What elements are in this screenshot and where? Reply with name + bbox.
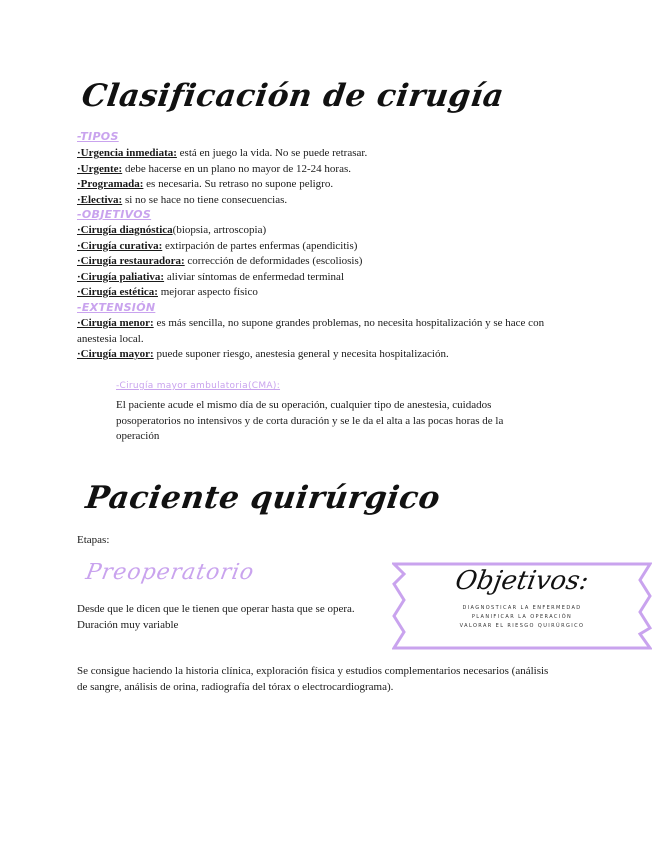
page-title: Clasificación de cirugía: [79, 78, 507, 114]
list-item: [77, 285, 362, 301]
definition: puede suponer riesgo, anestesia general y necesita hospitalización.: [153, 348, 449, 360]
list-item: [77, 162, 367, 178]
term: ·Urgente:: [77, 162, 123, 175]
list-item: [77, 193, 367, 209]
term: ·Cirugía paliativa:: [77, 270, 165, 283]
list-item: [77, 177, 367, 193]
extension-list: [77, 316, 544, 363]
tipos-header: -TIPOS: [77, 130, 119, 143]
term: ·Cirugía restauradora:: [77, 255, 185, 267]
list-item: [77, 316, 544, 332]
cma-header: -Cirugía mayor ambulatoria(CMA):: [116, 381, 281, 391]
list-item-continuation: anestesia local.: [77, 332, 144, 345]
extension-header: -EXTENSIÓN: [77, 301, 156, 314]
definition: debe hacerse en un plano no mayor de 12-24 horas.: [122, 162, 351, 175]
definition: extirpación de partes enfermas (apendicitis): [162, 239, 358, 252]
definition: es necesaria. Su retraso no supone peligro.: [143, 178, 334, 190]
definition: es más sencilla, no supone grandes problemas, no necesita hospitalización y se hace con: [153, 317, 545, 329]
list-item: [77, 239, 362, 255]
term: ·Cirugía mayor:: [77, 348, 154, 360]
list-item: [77, 270, 362, 286]
term: ·Programada:: [77, 178, 144, 190]
term: ·Electiva:: [77, 193, 123, 206]
list-item: [77, 146, 367, 162]
term: ·Cirugía menor:: [77, 317, 154, 329]
definition: mejorar aspecto físico: [157, 286, 258, 298]
definition: (biopsia, artroscopia): [172, 224, 267, 236]
objetivos-banner: [392, 562, 652, 650]
banner-line: DIAGNOSTICAR LA ENFERMEDAD: [462, 605, 582, 611]
preoperatorio-heading: Preoperatorio: [83, 560, 257, 585]
term: ·Urgencia inmediata:: [77, 147, 177, 159]
list-item: [77, 254, 362, 270]
banner-title: Objetivos:: [453, 566, 591, 596]
list-item: [77, 347, 544, 363]
objetivos-header: -OBJETIVOS: [77, 208, 152, 221]
definition: corrección de deformidades (escoliosis): [184, 255, 363, 267]
preoperatorio-duration: Duración muy variable: [77, 619, 179, 631]
term: ·Cirugía diagnóstica: [77, 224, 173, 236]
list-item: [77, 223, 362, 239]
cma-paragraph: El paciente acude el mismo día de su operación, cualquier tipo de anestesia, cuidados posoperatorios no intensivos y de corta duración y se le da el alta a las pocas horas de la operación: [116, 399, 504, 442]
definition: si no se hace no tiene consecuencias.: [122, 193, 288, 206]
banner-line: PLANIFICAR LA OPERACIÓN: [471, 614, 573, 620]
term: ·Cirugía estética:: [77, 286, 158, 298]
objetivos-list: [77, 223, 362, 301]
preoperatorio-detail: Se consigue haciendo la historia clínica, exploración física y estudios complementarios necesarios (análisis de sangre, análisis de orina, radiografía del tórax o electrocardiograma).: [77, 665, 549, 693]
preoperatorio-desc: Desde que le dicen que le tienen que operar hasta que se opera.: [77, 603, 355, 615]
definition: aliviar síntomas de enfermedad terminal: [164, 270, 344, 283]
banner-line: VALORAR EL RIESGO QUIRÚRGICO: [459, 623, 585, 629]
banner-lines: [417, 604, 627, 631]
etapas-label: Etapas:: [77, 534, 110, 546]
definition: está en juego la vida. No se puede retrasar.: [176, 147, 368, 159]
section-title: Paciente quirúrgico: [83, 480, 443, 516]
tipos-list: [77, 146, 367, 208]
term: ·Cirugía curativa:: [77, 239, 163, 252]
